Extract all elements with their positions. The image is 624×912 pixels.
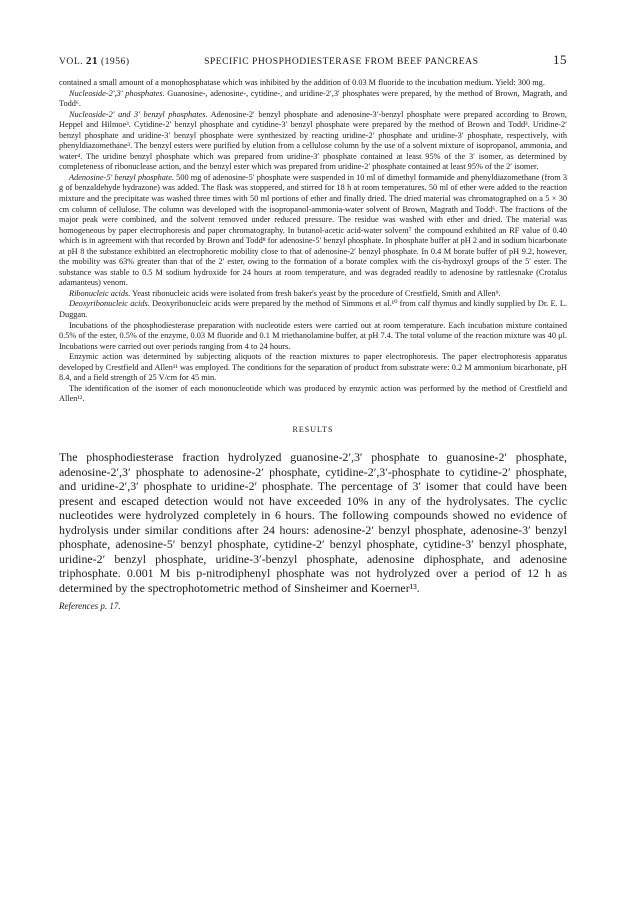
volume-number: 21: [86, 55, 99, 67]
methods-paragraph: Incubations of the phosphodiesterase preparation with nucleotide esters were carried out at room temperature. Each incubation mixture contained 0.5% of the ester, 0.5% of the enzyme, 0.03 M fluoride and 0.1 M triethanolamine buffer, at pH 7.4. The total volume of the reaction mixture was 40 μl. Incubations were carried out over periods ranging from 4 to 24 hours.: [59, 320, 567, 351]
journal-volume: VOL. 21 (1956): [59, 55, 130, 67]
volume-year: (1956): [100, 56, 130, 67]
methods-paragraph: Adenosine-5′ benzyl phosphate. 500 mg of adenosine-5′ phosphate were suspended in 10 ml of dimethyl formamide and phenyldiazomethane (from 3 g of benzaldehyde hydrazone) was added. The flask was stoppered, and stirred for 18 h at room temperatures. 50 ml of ether were added to the reaction mixture and the precipitate was washed three times with 50 ml portions of ether and finally dried. The dried material was chromatographed on a 5 × 30 cm column of cellulose. The column was developed with the isopropanol-ammonia-water solvent of Brown, Magrath and Todd⁶. The fractions of the major peak were combined, and the solvent removed under reduced pressure. The residue was washed with ether and dried. The material was homogeneous by paper electrophoresis and paper chromatography. In butanol-acetic acid-water solvent⁷ the compound exhibited an RF value of 0.40 which is in agreement with that recorded by Brown and Todd⁸ for adenosine-5′ benzyl phosphate. In phosphate buffer at pH 2 and in sodium bicarbonate at pH 8 the substance exhibited an electrophoretic mobility close to that of adenosine-2′ benzyl phosphate. In 0.4 M borate buffer of pH 9.2, however, the mobility was 63% greater than that of the 2′ ester, owing to the formation of a borate complex with the cis-hydroxyl groups of the 5′ ester. The substance was stable to 0.5 M sodium hydroxide for 24 hours at room temperature, and was degraded readily to adenosine by rattlesnake (Crotalus adamanteus) venom.: [59, 172, 567, 288]
page-number: 15: [552, 52, 567, 67]
methods-paragraph: Deoxyribonucleic acids. Deoxyribonucleic acids were prepared by the method of Simmons et al.¹⁰ from calf thymus and kindly supplied by Dr. E. L. Duggan.: [59, 299, 567, 320]
running-title: SPECIFIC PHOSPHODIESTERASE FROM BEEF PANCREAS: [204, 56, 479, 67]
methods-paragraph: Nucleoside-2′,3′ phosphates. Guanosine-, adenosine-, cytidine-, and uridine-2′,3′ phosphates were prepared, by the method of Brown, Magrath, and Todd⁶.: [59, 88, 567, 109]
results-heading: RESULTS: [292, 424, 334, 434]
results-section: [59, 450, 567, 595]
running-header: [59, 52, 567, 72]
page: [59, 52, 567, 611]
references-note: References p. 17.: [59, 601, 121, 612]
methods-paragraph: Enzymic action was determined by subjecting aliquots of the reaction mixtures to paper electrophoresis. The paper electrophoresis apparatus developed by Crestfield and Allen¹¹ was employed. The conditions for the separation of product from substrate were: 0.2 M ammonium bicarbonate, pH 8.4, and a field strength of 25 V/cm for 45 min.: [59, 352, 567, 383]
methods-paragraph: contained a small amount of a monophosphatase which was inhibited by the addition of 0.03 M fluoride to the incubation medium. Yield: 300 mg.: [59, 78, 545, 87]
methods-paragraph: Ribonucleic acids. Yeast ribonucleic acids were isolated from fresh baker's yeast by the procedure of Crestfield, Smith and Allen⁹.: [69, 288, 501, 298]
methods-section: [59, 78, 567, 405]
results-paragraph: The phosphodiesterase fraction hydrolyzed guanosine-2′,3′ phosphate to guanosine-2′ phosphate, adenosine-2′,3′ phosphate to adenosine-2′ phosphate, cytidine-2′,3′-phosphate to cytidine-2′ phosphate, and uridine-2′,3′ phosphate to uridine-2′ phosphate. The percentage of 3′ isomer that could have been present and escaped detection would not have exceeded 10% in any of the hydrolysates. The cyclic nucleotides were hydrolyzed completely in 6 hours. The following compounds showed no evidence of hydrolysis under similar conditions after 24 hours: adenosine-2′ benzyl phosphate, adenosine-3′ benzyl phosphate, adenosine-5′ benzyl phosphate, cytidine-2′ benzyl phosphate, cytidine-3′ benzyl phosphate, uridine-2′ benzyl phosphate, uridine-3′-benzyl phosphate, adenosine diphosphate, and adenosine triphosphate. 0.001 M bis p-nitrodiphenyl phosphate was not hydrolyzed over a period of 12 h as determined by the spectrophotometric method of Sinsheimer and Koerner¹³.: [59, 449, 567, 595]
methods-paragraph: The identification of the isomer of each mononucleotide which was produced by enzymic action was performed by the method of Crestfield and Allen¹².: [59, 383, 567, 404]
methods-paragraph: Nucleoside-2′ and 3′ benzyl phosphates. Adenosine-2′ benzyl phosphate and adenosine-3′-benzyl phosphate were prepared according to Brown, Heppel and Hilmoe³. Cytidine-2′ benzyl phosphate and cytidine-3′ benzyl phosphate were prepared by the method of Brown and Todd³. Uridine-2′ benzyl phosphate and uridine-3′ benzyl phosphate were synthesized by reacting uridine-2′ phosphate and uridine-3′ phosphate, respectively, with phenyldiazomethane³. The benzyl esters were purified by elution from a cellulose column by the use of a solvent mixture of isopropanol, ammonia, and water⁴. The uridine benzyl phosphate which was prepared from uridine-3′ phosphate contained at least 95% of the 3′ isomer, as determined by completeness of ribonuclease action, and the benzyl ester which was prepared from uridine-2′ phosphate contained at least 95% of the 2′ isomer.: [59, 109, 567, 172]
